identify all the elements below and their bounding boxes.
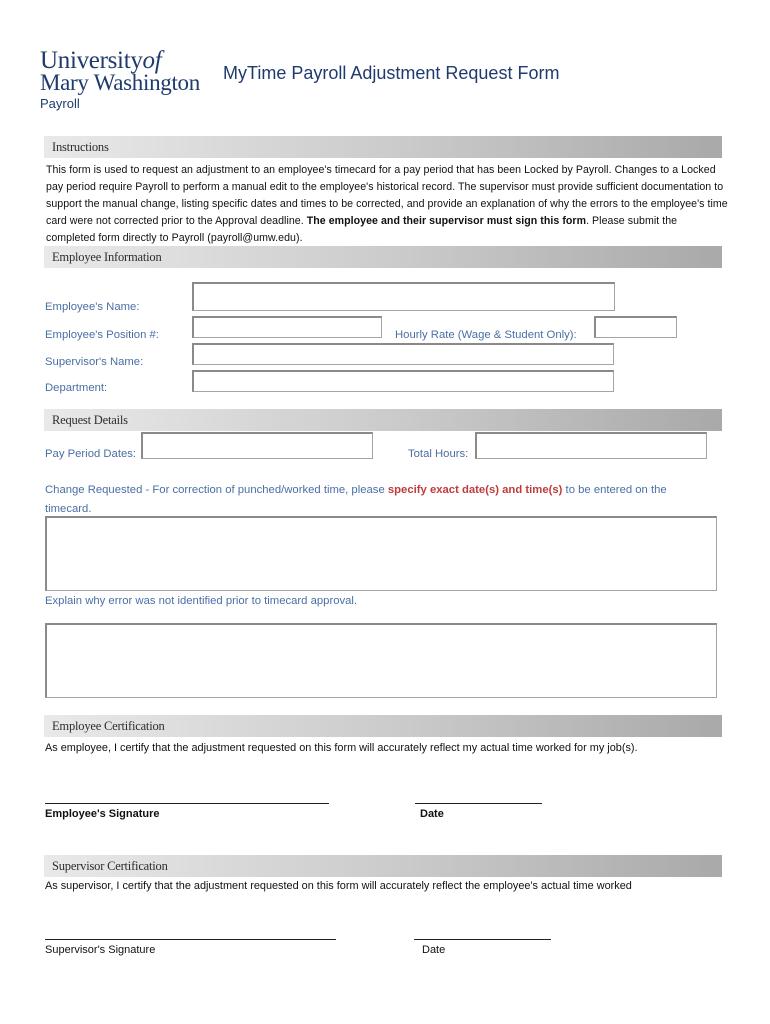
pay-period-label: Pay Period Dates: xyxy=(45,448,137,460)
instructions-heading: Instructions xyxy=(52,140,109,154)
instructions-text-part1: This form is used to request an adjustment to an employee's timecard for a pay period that has been Locked by Payroll. Changes to a Locked pay period require Payroll to perform a manual edit to the employee's historical record. The supervisor must provide sufficient documentation to support the manual change, listing specific dates and times to be corrected, and provide an explanation of why the errors to the employee's time card were not corrected prior to the Approval deadline. xyxy=(46,164,728,227)
employee-name-field[interactable] xyxy=(192,282,615,311)
employee-info-header xyxy=(44,246,722,268)
hourly-rate-label: Hourly Rate (Wage & Student Only): xyxy=(395,329,577,341)
change-requested-suffix: to be entered on the timecard. xyxy=(45,484,667,515)
employee-date-line[interactable] xyxy=(415,803,542,804)
request-details-header xyxy=(44,409,722,431)
employee-name-label: Employee's Name: xyxy=(45,301,140,313)
form-title: MyTime Payroll Adjustment Request Form xyxy=(223,63,560,83)
instructions-text-part2: . Please submit the completed form directly to Payroll (payroll@umw.edu). xyxy=(46,215,678,244)
logo-payroll: Payroll xyxy=(40,96,80,111)
supervisor-signature-label: Supervisor's Signature xyxy=(45,944,156,956)
supervisor-cert-heading: Supervisor Certification xyxy=(52,859,168,873)
instructions-text-bold: The employee and their supervisor must sign this form xyxy=(306,215,587,227)
department-field[interactable] xyxy=(192,370,614,392)
change-requested-text: Change Requested - For correction of punched/worked time, please xyxy=(45,484,388,496)
instructions-header xyxy=(44,136,722,158)
supervisor-date-label: Date xyxy=(422,944,446,956)
logo-text-of: of xyxy=(142,47,162,74)
pay-period-field[interactable] xyxy=(141,432,373,459)
employee-signature-label: Employee's Signature xyxy=(45,808,160,820)
request-details-heading: Request Details xyxy=(52,413,128,427)
employee-date-label: Date xyxy=(420,808,444,820)
supervisor-date-line[interactable] xyxy=(414,939,551,940)
employee-cert-header xyxy=(44,715,722,737)
supervisor-cert-header xyxy=(44,855,722,877)
department-label: Department: xyxy=(45,382,108,394)
change-requested-label xyxy=(45,481,715,519)
logo-mary-washington: Mary Washington xyxy=(40,70,200,95)
change-requested-textarea[interactable] xyxy=(45,516,717,591)
explain-error-label: Explain why error was not identified prior to timecard approval. xyxy=(45,595,358,607)
employee-position-label: Employee's Position #: xyxy=(45,329,159,341)
total-hours-label: Total Hours: xyxy=(408,448,469,460)
employee-signature-line[interactable] xyxy=(45,803,329,804)
total-hours-field[interactable] xyxy=(475,432,707,459)
hourly-rate-field[interactable] xyxy=(594,316,677,338)
logo-text-university: University xyxy=(40,47,143,74)
supervisor-signature-line[interactable] xyxy=(45,939,336,940)
employee-cert-text: As employee, I certify that the adjustment requested on this form will accurately reflect my actual time worked for my job(s). xyxy=(45,742,638,754)
instructions-text xyxy=(46,162,728,247)
explain-error-textarea[interactable] xyxy=(45,623,717,698)
supervisor-name-label: Supervisor's Name: xyxy=(45,356,144,368)
employee-info-heading: Employee Information xyxy=(52,250,162,264)
supervisor-name-field[interactable] xyxy=(192,343,614,365)
employee-position-field[interactable] xyxy=(192,316,382,338)
change-requested-emphasis: specify exact date(s) and time(s) xyxy=(387,484,563,496)
employee-cert-heading: Employee Certification xyxy=(52,719,165,733)
supervisor-cert-text: As supervisor, I certify that the adjustment requested on this form will accurately reflect the employee's actual time worked xyxy=(45,880,632,892)
